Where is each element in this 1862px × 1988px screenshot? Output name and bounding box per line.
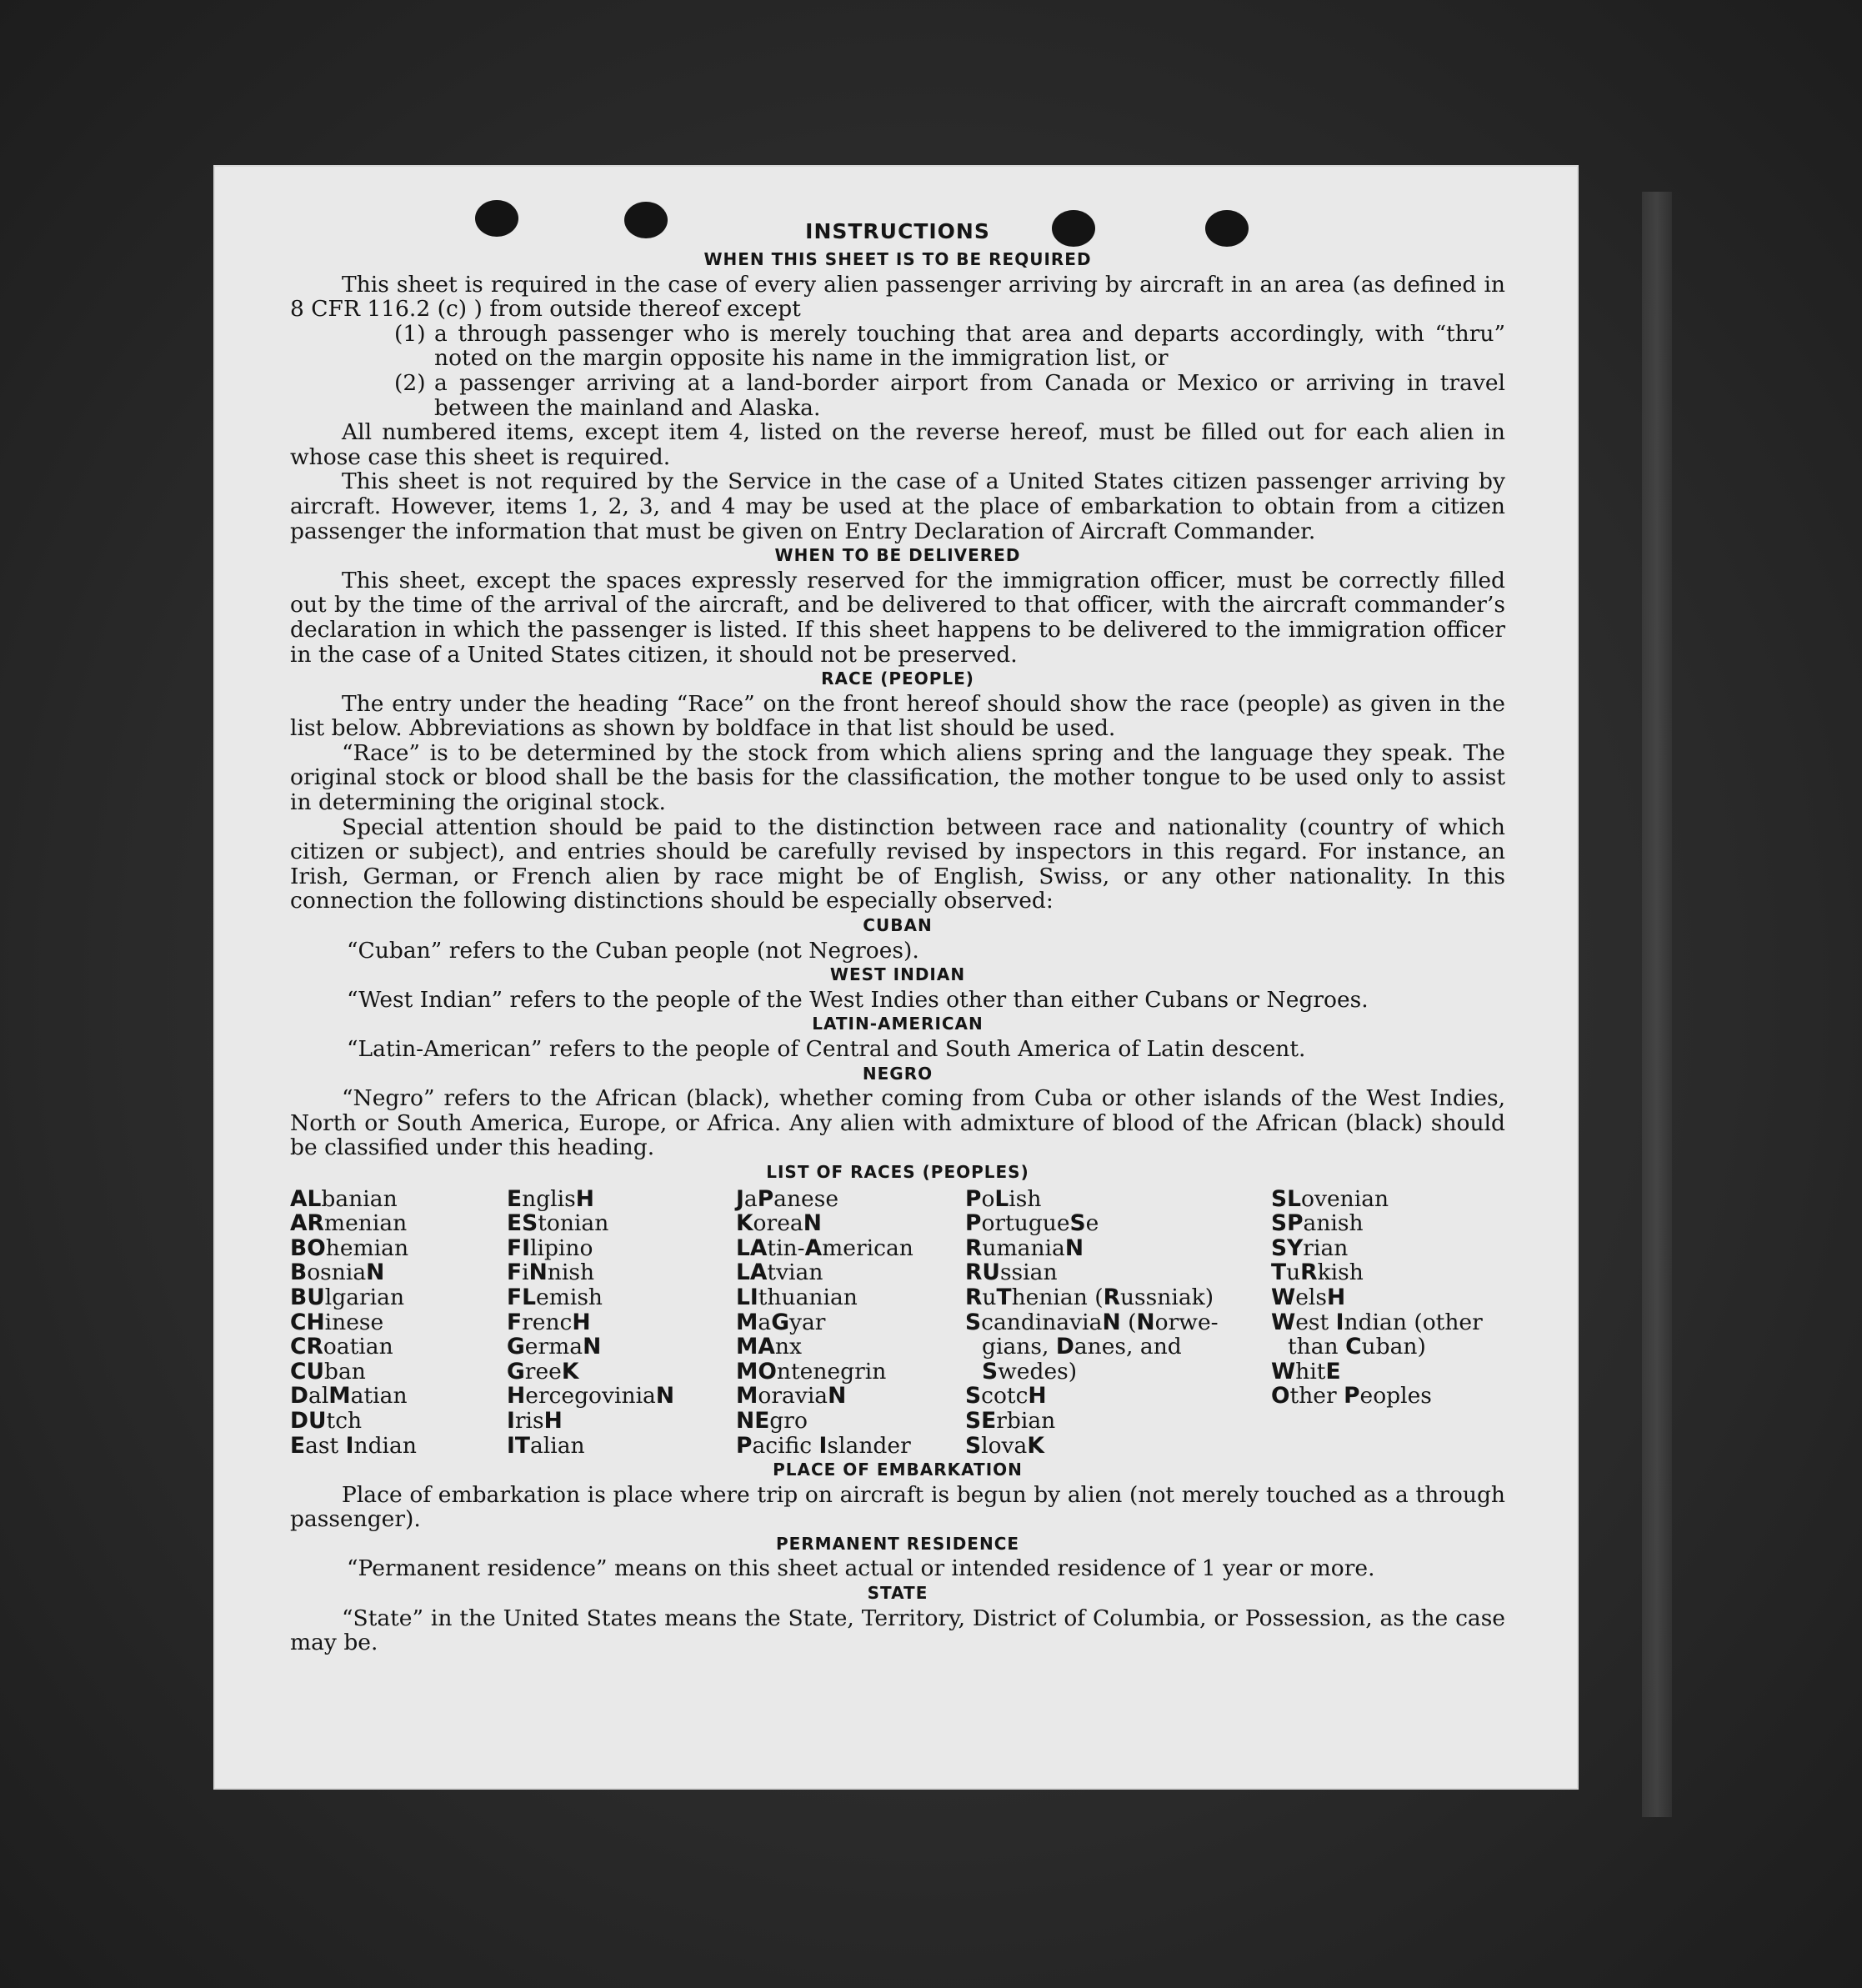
section-heading-negro: NEGRO bbox=[862, 1063, 934, 1084]
race-entry: CUban bbox=[290, 1358, 366, 1385]
section-heading-state: STATE bbox=[867, 1583, 928, 1604]
race-entry: RUssian bbox=[965, 1259, 1058, 1286]
race-entry: ScandinaviaN (Norwe- bbox=[965, 1309, 1219, 1335]
race-entry: FiNnish bbox=[507, 1259, 595, 1286]
race-entry: TuRkish bbox=[1271, 1259, 1364, 1286]
race-entry-continuation: gians, Danes, and bbox=[982, 1334, 1182, 1360]
race-entry: CRoatian bbox=[290, 1334, 393, 1360]
section-heading-delivered: WHEN TO BE DELIVERED bbox=[774, 545, 1021, 566]
race-entry: HercegoviniaN bbox=[507, 1383, 675, 1410]
races-column bbox=[1271, 1187, 1505, 1459]
race-entry: NEgro bbox=[736, 1407, 808, 1434]
item-number: (1) bbox=[394, 320, 426, 347]
definition-text: “West Indian” refers to the people of the West Indies other than either Cubans or Negroes. bbox=[347, 986, 1369, 1013]
section-heading-cuban: CUBAN bbox=[863, 915, 933, 936]
paragraph: “State” in the United States means the State, Territory, District of Columbia, or Possession, as the case may be. bbox=[290, 1605, 1505, 1656]
race-entry: LAtvian bbox=[736, 1259, 823, 1286]
section-heading-latin-american: LATIN-AMERICAN bbox=[812, 1014, 984, 1034]
race-entry: FrencH bbox=[507, 1309, 591, 1335]
section-heading-west-indian: WEST INDIAN bbox=[829, 964, 966, 985]
page-title: INSTRUCTIONS bbox=[805, 219, 990, 243]
races-column bbox=[736, 1187, 965, 1459]
section-heading-embarkation: PLACE OF EMBARKATION bbox=[773, 1460, 1023, 1480]
item-number: (2) bbox=[394, 369, 426, 396]
race-entry: FLemish bbox=[507, 1284, 603, 1310]
race-entry: GermaN bbox=[507, 1334, 602, 1360]
race-entry: BOhemian bbox=[290, 1234, 409, 1261]
race-entry: Pacifc Islander bbox=[736, 1432, 911, 1459]
race-entry: East Indian bbox=[290, 1432, 417, 1459]
definition-text: “Cuban” refers to the Cuban people (not Negroes). bbox=[347, 937, 919, 964]
item-text: a passenger arriving at a land-border airport from Canada or Mexico or arriving in travel between the mainland and Alaska. bbox=[434, 369, 1505, 421]
race-entry: ARmenian bbox=[290, 1210, 408, 1237]
section-heading-race: RACE (PEOPLE) bbox=[821, 669, 974, 689]
instruction-sheet bbox=[215, 167, 1577, 1788]
race-entry: RumaniaN bbox=[965, 1234, 1084, 1261]
race-entry: DUtch bbox=[290, 1407, 363, 1434]
section-heading-residence: PERMANENT RESIDENCE bbox=[775, 1533, 1020, 1554]
race-entry: SlovaK bbox=[965, 1432, 1044, 1459]
paragraph: This sheet is not required by the Service in the case of a United States citizen passenger arriving by aircraft. However, items 1, 2, 3, and 4 may be used at the place of embarkation to obtain from a citizen passenger the information that must be given on Entry Declaration of Aircraft Commander. bbox=[290, 468, 1505, 544]
race-entry: ITalian bbox=[507, 1432, 585, 1459]
race-entry: BosniaN bbox=[290, 1259, 385, 1286]
race-entry: SLovenian bbox=[1271, 1185, 1389, 1212]
race-entry: LIthuanian bbox=[736, 1284, 858, 1310]
definition-text: “Latin-American” refers to the people of Central and South America of Latin descent. bbox=[347, 1036, 1306, 1062]
race-entry: JaPanese bbox=[736, 1185, 838, 1212]
races-table bbox=[290, 1187, 1505, 1459]
race-entry: SErbian bbox=[965, 1407, 1056, 1434]
race-entry: EnglisH bbox=[507, 1185, 594, 1212]
paragraph: This sheet is required in the case of every alien passenger arriving by aircraft in an area (as defined in 8 CFR 116.2 (c) ) from outside thereof except bbox=[290, 271, 1505, 323]
race-entry: MoraviaN bbox=[736, 1383, 847, 1410]
race-entry: PoLish bbox=[965, 1185, 1042, 1212]
race-entry: WhitE bbox=[1271, 1358, 1341, 1385]
list-item bbox=[290, 322, 1505, 371]
paragraph: All numbered items, except item 4, listed on the reverse hereof, must be filled out for each alien in whose case this sheet is required. bbox=[290, 419, 1505, 470]
race-entry: PortugueSe bbox=[965, 1210, 1099, 1237]
race-entry: MOntenegrin bbox=[736, 1358, 887, 1385]
race-entry: Other Peoples bbox=[1271, 1383, 1432, 1410]
paragraph: “Permanent residence” means on this sheet actual or intended residence of 1 year or more. bbox=[347, 1555, 1375, 1582]
section-heading-list-of-races: LIST OF RACES (PEOPLES) bbox=[766, 1161, 1029, 1182]
race-entry: West Indian (other bbox=[1271, 1309, 1483, 1335]
definition-text: “Negro” refers to the African (black), whether coming from Cuba or other islands of the West Indies, North or South America, Europe, or Africa. Any alien with admixture of blood of the African (black) should be classified under this heading. bbox=[290, 1085, 1505, 1161]
paragraph: The entry under the heading “Race” on the front hereof should show the race (people) as given in the list below. Abbreviations as shown by boldface in that list should be used. bbox=[290, 690, 1505, 742]
race-entry: WelsH bbox=[1271, 1284, 1346, 1310]
race-entry: EStonian bbox=[507, 1210, 609, 1237]
paragraph: This sheet, except the spaces expressly reserved for the immigration officer, must be correctly filled out by the time of the arrival of the aircraft, and be delivered to that officer, with the aircraft commander’s declaration in which the passenger is listed. If this sheet happens to be delivered to the immigration officer in the case of a United States citizen, it should not be preserved. bbox=[290, 567, 1505, 668]
race-entry: DalMatian bbox=[290, 1383, 408, 1410]
race-entry-continuation: Swedes) bbox=[982, 1358, 1078, 1385]
race-entry: SPanish bbox=[1271, 1210, 1364, 1237]
races-column bbox=[965, 1187, 1271, 1459]
section-heading-required: WHEN THIS SHEET IS TO BE REQUIRED bbox=[703, 249, 1092, 269]
race-entry: BUlgarian bbox=[290, 1284, 405, 1310]
race-entry: MAnx bbox=[736, 1334, 802, 1360]
paragraph: “Race” is to be determined by the stock from which aliens spring and the language they speak. The original stock or blood shall be the basis for the classification, the mother tongue to be used only to assist in determining the original stock. bbox=[290, 739, 1505, 816]
paragraph: Special attention should be paid to the distinction between race and nationality (country of which citizen or subject), and entries should be carefully revised by inspectors in this regard. For instance, an Irish, German, or French alien by race might be of English, Swiss, or any other nationality. In this connection the following distinctions should be especially observed: bbox=[290, 814, 1505, 914]
race-entry: IrisH bbox=[507, 1407, 563, 1434]
race-entry-continuation: than Cuban) bbox=[1288, 1334, 1426, 1360]
item-text: a through passenger who is merely touching that area and departs accordingly, with “thru” noted on the margin opposite his name in the immigration list, or bbox=[434, 320, 1505, 372]
race-entry: GreeK bbox=[507, 1358, 579, 1385]
list-item bbox=[290, 371, 1505, 420]
races-column bbox=[507, 1187, 736, 1459]
race-entry: RuThenian (Russniak) bbox=[965, 1284, 1214, 1310]
sheet-content bbox=[290, 218, 1505, 1655]
race-entry: LAtin-American bbox=[736, 1234, 913, 1261]
race-entry: ALbanian bbox=[290, 1185, 398, 1212]
race-entry: FIlipino bbox=[507, 1234, 593, 1261]
races-column bbox=[290, 1187, 507, 1459]
race-entry: CHinese bbox=[290, 1309, 384, 1335]
scan-edge-shadow bbox=[1642, 192, 1672, 1817]
race-entry: SYrian bbox=[1271, 1234, 1349, 1261]
race-entry: ScotcH bbox=[965, 1383, 1047, 1410]
paragraph: Place of embarkation is place where trip on aircraft is begun by alien (not merely touched as a through passenger). bbox=[290, 1481, 1505, 1533]
race-entry: KoreaN bbox=[736, 1210, 822, 1237]
race-entry: MaGyar bbox=[736, 1309, 826, 1335]
